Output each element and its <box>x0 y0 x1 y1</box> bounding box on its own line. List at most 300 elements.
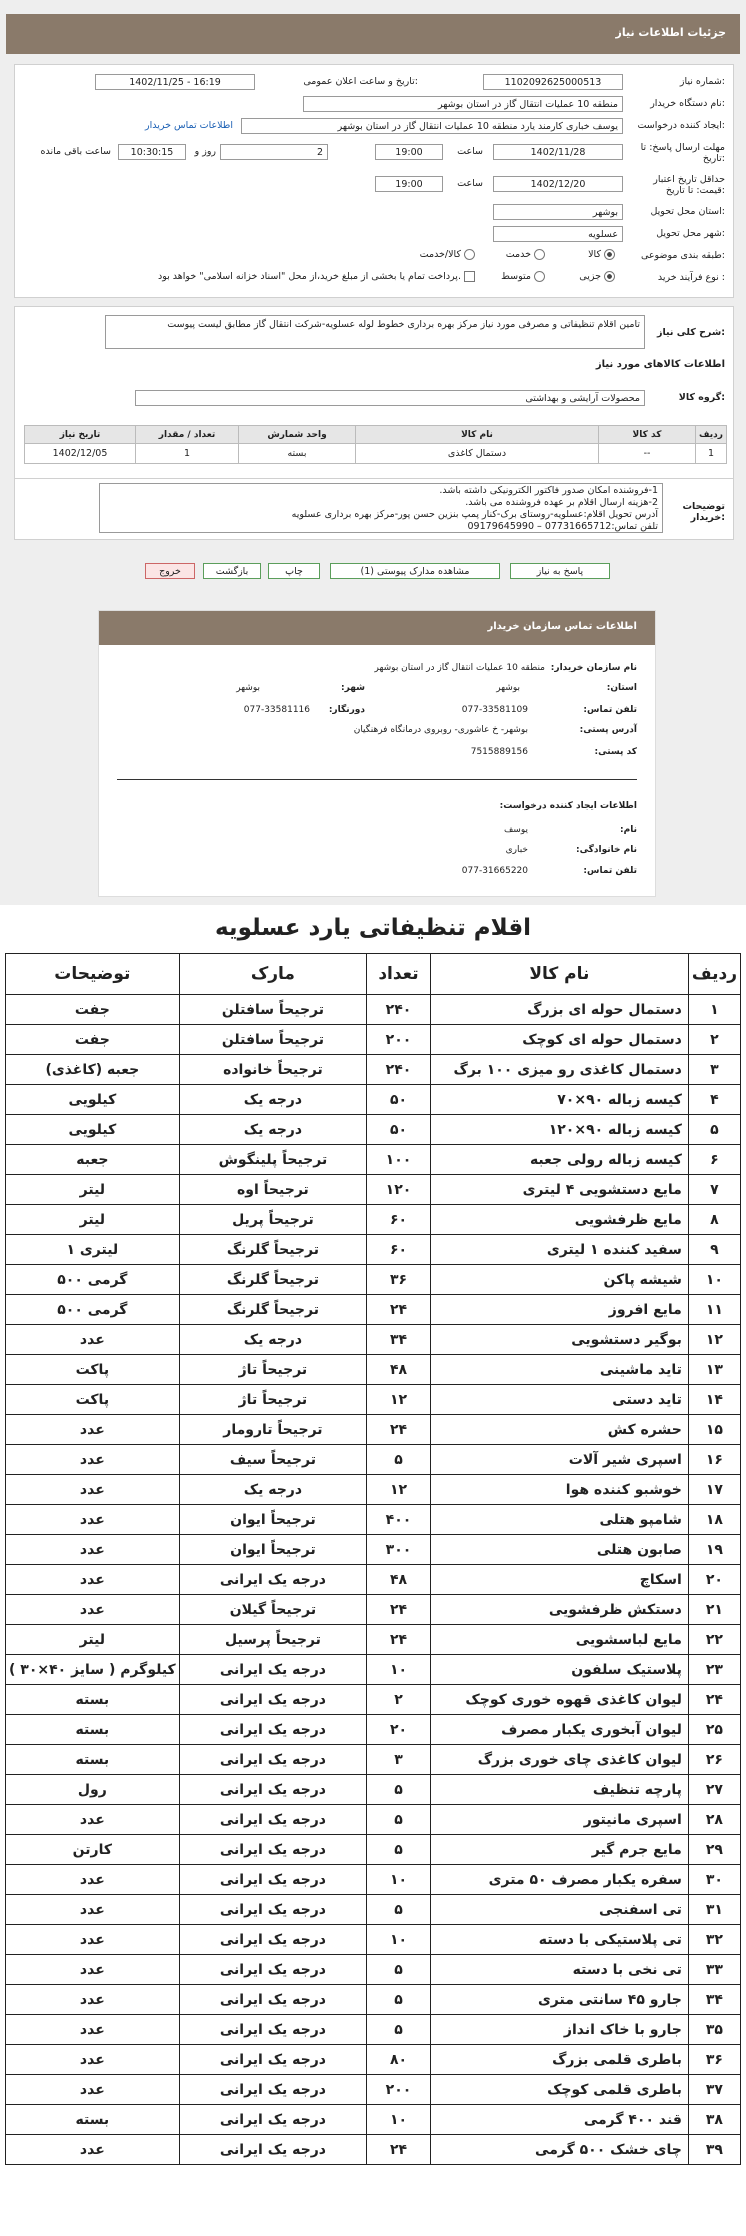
table-row <box>6 1805 741 1835</box>
notes-section <box>14 478 734 540</box>
sheet-cell-notes: کیلویی <box>6 1085 180 1115</box>
sheet-cell-qty: ۵۰ <box>367 1115 431 1145</box>
sheet-cell-row: ۲۴ <box>688 1685 740 1715</box>
table-row <box>6 1775 741 1805</box>
sheet-cell-row: ۷ <box>688 1175 740 1205</box>
sheet-cell-name: لیوان آبخوری یکبار مصرف <box>430 1715 688 1745</box>
sheet-cell-notes: لیتر <box>6 1205 180 1235</box>
sheet-cell-name: قند ۴۰۰ گرمی <box>430 2105 688 2135</box>
sheet-cell-notes: عدد <box>6 1865 180 1895</box>
sheet-cell-qty: ۲۴ <box>367 2135 431 2165</box>
table-row <box>6 1565 741 1595</box>
table-row <box>6 995 741 1025</box>
sheet-cell-notes: کیلویی <box>6 1115 180 1145</box>
process-type-label: نوع فرآیند خرید : <box>657 272 725 283</box>
sheet-cell-qty: ۵ <box>367 1985 431 2015</box>
sheet-cell-notes: عدد <box>6 2075 180 2105</box>
sheet-cell-qty: ۵ <box>367 1805 431 1835</box>
city-label: شهر محل تحویل: <box>656 228 725 239</box>
sheet-cell-brand: درجه یک ایرانی <box>179 1685 366 1715</box>
sheet-cell-row: ۳۳ <box>688 1955 740 1985</box>
postal-value: 7515889156 <box>470 747 528 757</box>
sheet-cell-notes: بسته <box>6 1745 180 1775</box>
sheet-cell-qty: ۱۰۰ <box>367 1145 431 1175</box>
sheet-col-row: ردیف <box>688 954 740 995</box>
address-label: آدرس پستی: <box>579 725 637 735</box>
items-table <box>24 425 727 464</box>
sheet-cell-name: بوگیر دستشویی <box>430 1325 688 1355</box>
price-date-field: 1402/12/20 <box>493 176 623 192</box>
sheet-cell-notes: پاکت <box>6 1385 180 1415</box>
sheet-cell-brand: درجه یک ایرانی <box>179 1745 366 1775</box>
sheet-cell-notes: عدد <box>6 1475 180 1505</box>
table-row <box>6 2015 741 2045</box>
sheet-cell-row: ۳۲ <box>688 1925 740 1955</box>
sheet-cell-notes: عدد <box>6 1985 180 2015</box>
sheet-cell-row: ۱۰ <box>688 1265 740 1295</box>
sheet-cell-row: ۱ <box>688 995 740 1025</box>
sheet-cell-name: جارو با خاک انداز <box>430 2015 688 2045</box>
sheet-cell-qty: ۶۰ <box>367 1235 431 1265</box>
process-option-minor[interactable]: جزیی <box>579 271 615 282</box>
creator-phone-value: 077-31665220 <box>461 866 528 876</box>
creator-phone-label: تلفن تماس: <box>583 866 637 876</box>
sheet-cell-name: تی نخی با دسته <box>430 1955 688 1985</box>
process-option-medium[interactable]: متوسط <box>501 271 545 282</box>
sheet-cell-name: لیوان کاغذی قهوه خوری کوچک <box>430 1685 688 1715</box>
sheet-cell-notes: عدد <box>6 1325 180 1355</box>
sheet-cell-qty: ۳۰۰ <box>367 1535 431 1565</box>
sheet-cell-row: ۱۱ <box>688 1295 740 1325</box>
sheet-cell-row: ۲۲ <box>688 1625 740 1655</box>
table-row <box>6 1115 741 1145</box>
sheet-cell-row: ۸ <box>688 1205 740 1235</box>
sheet-cell-notes: عدد <box>6 1535 180 1565</box>
table-row <box>6 2045 741 2075</box>
sheet-cell-name: اسپری شیر آلات <box>430 1445 688 1475</box>
sheet-cell-name: کیسه زباله ۹۰×۱۲۰ <box>430 1115 688 1145</box>
sheet-cell-qty: ۱۰ <box>367 2105 431 2135</box>
sheet-cell-notes: عدد <box>6 1505 180 1535</box>
goods-info-title: اطلاعات کالاهای مورد نیاز <box>595 359 725 370</box>
table-row <box>6 1325 741 1355</box>
cell-code: -- <box>599 444 696 464</box>
sheet-cell-name: پلاستیک سلفون <box>430 1655 688 1685</box>
cell-name: دستمال کاغذی <box>356 444 599 464</box>
sheet-cell-notes: جفت <box>6 1025 180 1055</box>
sheet-cell-brand: درجه یک ایرانی <box>179 1955 366 1985</box>
sheet-cell-name: باطری قلمی کوچک <box>430 2075 688 2105</box>
province-value: بوشهر <box>496 683 520 693</box>
sheet-cell-row: ۳۰ <box>688 1865 740 1895</box>
sheet-cell-row: ۳۸ <box>688 2105 740 2135</box>
sheet-cell-name: پارچه تنظیف <box>430 1775 688 1805</box>
radio-icon <box>534 249 545 260</box>
reply-date-field: 1402/11/28 <box>493 144 623 160</box>
radio-selected-icon <box>604 271 615 282</box>
sheet-cell-qty: ۱۰ <box>367 1655 431 1685</box>
price-validity-label: حداقل تاریخ اعتبار قیمت: تا تاریخ: <box>653 174 725 196</box>
address-value: بوشهر- خ عاشوری- روبروی درمانگاه فرهنگیان <box>353 725 528 735</box>
sheet-cell-notes: عدد <box>6 1415 180 1445</box>
sheet-cell-brand: ترجیحاً اوه <box>179 1175 366 1205</box>
sheet-cell-brand: ترجیحاً گلرنگ <box>179 1265 366 1295</box>
radio-selected-icon <box>604 249 615 260</box>
province-label: استان: <box>606 683 637 693</box>
sheet-cell-brand: درجه یک <box>179 1325 366 1355</box>
cell-qty: 1 <box>136 444 239 464</box>
phone-value: 077-33581109 <box>461 705 528 715</box>
back-button[interactable]: بازگشت <box>203 563 261 579</box>
province-field: بوشهر <box>493 204 623 220</box>
notes-line: تلفن تماس:07731665712 – 09179645990 <box>467 521 658 532</box>
table-row <box>6 1625 741 1655</box>
sheet-cell-row: ۲۷ <box>688 1775 740 1805</box>
sheet-cell-row: ۱۶ <box>688 1445 740 1475</box>
sheet-cell-name: شیشه پاکن <box>430 1265 688 1295</box>
sheet-cell-row: ۱۴ <box>688 1385 740 1415</box>
sheet-cell-brand: درجه یک ایرانی <box>179 1925 366 1955</box>
table-row <box>6 1925 741 1955</box>
buyer-contact-card <box>98 610 656 897</box>
table-row <box>6 1745 741 1775</box>
table-row <box>6 1145 741 1175</box>
sheet-cell-brand: درجه یک ایرانی <box>179 1835 366 1865</box>
table-row <box>6 1085 741 1115</box>
items-header-row <box>25 426 727 444</box>
fax-value: 077-33581116 <box>243 705 310 715</box>
sheet-cell-qty: ۲۴ <box>367 1595 431 1625</box>
sheet-cell-notes: کارتن <box>6 1835 180 1865</box>
category-option-service[interactable]: خدمت <box>506 249 545 260</box>
need-number-field: 1102092625000513 <box>483 74 623 90</box>
sheet-cell-qty: ۴۸ <box>367 1355 431 1385</box>
sheet-cell-row: ۶ <box>688 1145 740 1175</box>
reply-time-label: ساعت <box>457 146 483 157</box>
sheet-cell-brand: ترجیحاً گیلان <box>179 1595 366 1625</box>
notes-line: آدرس تحویل اقلام:عسلویه-روستای برک-کنار پمپ بنزین حسن پور-مرکز بهره برداری عسلویه <box>291 509 658 520</box>
postal-label: کد پستی: <box>594 747 637 757</box>
price-time-field: 19:00 <box>375 176 443 192</box>
sheet-col-brand: مارک <box>179 954 366 995</box>
table-row <box>6 2135 741 2165</box>
sheet-header-row <box>6 954 741 995</box>
city-field: عسلویه <box>493 226 623 242</box>
sheet-cell-qty: ۲۴ <box>367 1295 431 1325</box>
sheet-cell-row: ۲۵ <box>688 1715 740 1745</box>
sheet-cell-qty: ۴۸ <box>367 1565 431 1595</box>
table-row <box>6 1865 741 1895</box>
sheet-cell-name: دستمال حوله ای بزرگ <box>430 995 688 1025</box>
sheet-cell-notes: عدد <box>6 1805 180 1835</box>
sheet-cell-brand: درجه یک <box>179 1115 366 1145</box>
form-section <box>14 64 734 298</box>
sheet-cell-qty: ۲۴ <box>367 1415 431 1445</box>
sheet-cell-brand: ترجیحاً سافتلن <box>179 995 366 1025</box>
sheet-cell-notes: جفت <box>6 995 180 1025</box>
creator-title: اطلاعات ایجاد کننده درخواست: <box>499 801 637 811</box>
radio-icon <box>534 271 545 282</box>
sheet-cell-name: اسپری مانیتور <box>430 1805 688 1835</box>
sheet-cell-row: ۳۶ <box>688 2045 740 2075</box>
sheet-cell-row: ۱۵ <box>688 1415 740 1445</box>
sheet-cell-brand: درجه یک ایرانی <box>179 1775 366 1805</box>
province-label: استان محل تحویل: <box>650 206 725 217</box>
sheet-cell-qty: ۵ <box>367 1835 431 1865</box>
sheet-cell-notes: بسته <box>6 1685 180 1715</box>
sheet-cell-row: ۲ <box>688 1025 740 1055</box>
table-row <box>6 1235 741 1265</box>
fax-label: دورنگار: <box>328 705 365 715</box>
sheet-cell-name: مایع ظرفشویی <box>430 1205 688 1235</box>
sheet-cell-brand: درجه یک ایرانی <box>179 1655 366 1685</box>
table-row <box>6 1415 741 1445</box>
sheet-cell-row: ۲۱ <box>688 1595 740 1625</box>
table-row <box>6 1595 741 1625</box>
sheet-cell-row: ۲۶ <box>688 1745 740 1775</box>
sheet-cell-row: ۵ <box>688 1115 740 1145</box>
table-row <box>6 1385 741 1415</box>
sheet-cell-brand: درجه یک ایرانی <box>179 2105 366 2135</box>
sheet-cell-brand: ترجیحاً خانواده <box>179 1055 366 1085</box>
table-row <box>6 1055 741 1085</box>
reply-button[interactable]: پاسخ به نیاز <box>510 563 610 579</box>
sheet-cell-brand: ترجیحاً ایوان <box>179 1505 366 1535</box>
sheet-cell-name: کیسه زباله ۹۰×۷۰ <box>430 1085 688 1115</box>
sheet-cell-name: تی اسفنجی <box>430 1895 688 1925</box>
days-left-field: 2 <box>220 144 328 160</box>
sheet-cell-name: صابون هتلی <box>430 1535 688 1565</box>
notes-line: 2-هزینه ارسال اقلام بر عهده فروشنده می باشد. <box>465 497 658 508</box>
panel-header <box>6 14 740 54</box>
sheet-col-qty: تعداد <box>367 954 431 995</box>
sheet-cell-notes: عدد <box>6 1595 180 1625</box>
sheet-cell-row: ۱۹ <box>688 1535 740 1565</box>
cell-unit: بسته <box>239 444 356 464</box>
contact-card-header <box>99 611 655 645</box>
sheet-cell-qty: ۵ <box>367 1955 431 1985</box>
table-row <box>6 1505 741 1535</box>
col-name: نام کالا <box>356 426 599 444</box>
last-name-label: نام خانوادگی: <box>575 845 637 855</box>
sheet-cell-notes: عدد <box>6 2045 180 2075</box>
table-row <box>25 444 727 464</box>
sheet-cell-brand: ترجیحاً تارومار <box>179 1415 366 1445</box>
sheet-cell-brand: درجه یک <box>179 1085 366 1115</box>
time-left-field: 10:30:15 <box>118 144 186 160</box>
sheet-cell-brand: درجه یک ایرانی <box>179 1895 366 1925</box>
sheet-cell-brand: درجه یک ایرانی <box>179 2015 366 2045</box>
sheet-cell-qty: ۲۰ <box>367 1715 431 1745</box>
sheet-cell-brand: ترجیحاً تاژ <box>179 1355 366 1385</box>
sheet-cell-row: ۱۸ <box>688 1505 740 1535</box>
sheet-cell-row: ۲۹ <box>688 1835 740 1865</box>
payment-checkbox[interactable]: پرداخت تمام یا بخشی از مبلغ خرید،از محل "اسناد خزانه اسلامی" خواهد بود. <box>158 271 475 282</box>
table-row <box>6 1445 741 1475</box>
sheet-cell-qty: ۴۰۰ <box>367 1505 431 1535</box>
buyer-contact-link[interactable]: اطلاعات تماس خریدار <box>144 120 233 131</box>
sheet-cell-qty: ۲۴۰ <box>367 1055 431 1085</box>
sheet-cell-name: حشره کش <box>430 1415 688 1445</box>
col-qty: تعداد / مقدار <box>136 426 239 444</box>
sheet-cell-qty: ۲۰۰ <box>367 2075 431 2105</box>
sheet-cell-name: مایع دستشویی ۴ لیتری <box>430 1175 688 1205</box>
sheet-cell-row: ۲۳ <box>688 1655 740 1685</box>
sheet-cell-qty: ۵ <box>367 1775 431 1805</box>
sheet-col-name: نام کالا <box>430 954 688 995</box>
sheet-cell-name: تی پلاستیکی با دسته <box>430 1925 688 1955</box>
table-row <box>6 1715 741 1745</box>
panel-title: جزئیات اطلاعات نیاز <box>615 26 726 39</box>
table-row <box>6 1265 741 1295</box>
summary-label: شرح کلی نیاز: <box>656 327 725 338</box>
sheet-cell-name: لیوان کاغذی چای خوری بزرگ <box>430 1745 688 1775</box>
day-and-label: روز و <box>194 146 216 157</box>
reply-time-field: 19:00 <box>375 144 443 160</box>
goods-group-field: محصولات آرایشی و بهداشتی <box>135 390 645 406</box>
sheet-cell-qty: ۱۰ <box>367 1925 431 1955</box>
sheet-cell-name: تاید ماشینی <box>430 1355 688 1385</box>
sheet-cell-name: باطری قلمی بزرگ <box>430 2045 688 2075</box>
sheet-cell-row: ۲۰ <box>688 1565 740 1595</box>
sheet-cell-name: سفره یکبار مصرف ۵۰ متری <box>430 1865 688 1895</box>
table-row <box>6 2105 741 2135</box>
first-name-value: یوسف <box>503 825 528 835</box>
sheet-cell-brand: ترجیحاً پرسیل <box>179 1625 366 1655</box>
sheet-title: اقلام تنظیفاتی یارد عسلویه <box>214 915 532 941</box>
col-code: کد کالا <box>599 426 696 444</box>
print-button[interactable]: چاپ <box>268 563 320 579</box>
sheet-cell-name: کیسه زباله رولی جعبه <box>430 1145 688 1175</box>
sheet-cell-brand: ترجیحاً پریل <box>179 1205 366 1235</box>
table-row <box>6 2075 741 2105</box>
buyer-name-field: منطقه 10 عملیات انتقال گاز در استان بوشهر <box>303 96 623 112</box>
cell-row: 1 <box>696 444 727 464</box>
col-date: تاریخ نیاز <box>25 426 136 444</box>
col-row: ردیف <box>696 426 727 444</box>
category-label: طبقه بندی موضوعی: <box>640 250 725 261</box>
sheet-cell-qty: ۲۰۰ <box>367 1025 431 1055</box>
need-number-label: شماره نیاز: <box>679 76 725 87</box>
sheet-cell-notes: جعبه <box>6 1145 180 1175</box>
announce-datetime-field: 1402/11/25 - 16:19 <box>95 74 255 90</box>
table-row <box>6 1835 741 1865</box>
sheet-cell-row: ۹ <box>688 1235 740 1265</box>
sheet-cell-qty: ۱۲۰ <box>367 1175 431 1205</box>
sheet-cell-row: ۱۲ <box>688 1325 740 1355</box>
sheet-cell-qty: ۲۴۰ <box>367 995 431 1025</box>
sheet-cell-notes: عدد <box>6 1445 180 1475</box>
sheet-cell-qty: ۱۲ <box>367 1475 431 1505</box>
sheet-cell-qty: ۳ <box>367 1745 431 1775</box>
attachments-button[interactable]: مشاهده مدارک پیوستی (1) <box>330 563 500 579</box>
table-row <box>6 1025 741 1055</box>
category-option-both[interactable]: کالا/خدمت <box>420 249 475 260</box>
sheet-cell-brand: ترجیحاً تاژ <box>179 1385 366 1415</box>
sheet-cell-qty: ۲۴ <box>367 1625 431 1655</box>
sheet-cell-brand: درجه یک ایرانی <box>179 1805 366 1835</box>
sheet-cell-brand: درجه یک ایرانی <box>179 1985 366 2015</box>
sheet-cell-row: ۳ <box>688 1055 740 1085</box>
sheet-cell-name: شامپو هتلی <box>430 1505 688 1535</box>
sheet-cell-notes: عدد <box>6 2135 180 2165</box>
sheet-cell-notes: جعبه (کاغذی) <box>6 1055 180 1085</box>
sheet-cell-row: ۳۴ <box>688 1985 740 2015</box>
sheet-cell-notes: بسته <box>6 2105 180 2135</box>
sheet-cell-brand: درجه یک ایرانی <box>179 2135 366 2165</box>
table-row <box>6 1175 741 1205</box>
sheet-cell-name: مایع جرم گیر <box>430 1835 688 1865</box>
table-row <box>6 1685 741 1715</box>
sheet-cell-qty: ۱۰ <box>367 1865 431 1895</box>
sheet-cell-row: ۳۷ <box>688 2075 740 2105</box>
sheet-cell-notes: کیلوگرم ( سایز ۴۰×۳۰ ) <box>6 1655 180 1685</box>
sheet-cell-qty: ۵ <box>367 2015 431 2045</box>
sheet-cell-row: ۱۳ <box>688 1355 740 1385</box>
sheet-cell-brand: ترجیحاً پلینگوش <box>179 1145 366 1175</box>
requester-label: ایجاد کننده درخواست: <box>637 120 725 131</box>
table-row <box>6 1535 741 1565</box>
sheet-cell-qty: ۵۰ <box>367 1085 431 1115</box>
category-option-goods[interactable]: کالا <box>588 249 615 260</box>
sheet-cell-notes: گرمی ۵۰۰ <box>6 1265 180 1295</box>
sheet-cell-qty: ۶۰ <box>367 1205 431 1235</box>
sheet-cell-notes: بسته <box>6 1715 180 1745</box>
table-row <box>6 1655 741 1685</box>
sheet-cell-brand: درجه یک <box>179 1475 366 1505</box>
sheet-cell-brand: ترجیحاً سافتلن <box>179 1025 366 1055</box>
sheet-col-notes: توضیحات <box>6 954 180 995</box>
radio-icon <box>464 249 475 260</box>
sheet-cell-qty: ۵ <box>367 1895 431 1925</box>
exit-button[interactable]: خروج <box>145 563 195 579</box>
sheet-cell-notes: عدد <box>6 1925 180 1955</box>
announce-datetime-label: تاریخ و ساعت اعلان عمومی: <box>303 76 418 87</box>
sheet-cell-brand: درجه یک ایرانی <box>179 2075 366 2105</box>
table-row <box>6 1955 741 1985</box>
divider <box>117 779 637 780</box>
table-row <box>6 1295 741 1325</box>
sheet-cell-name: تاید دستی <box>430 1385 688 1415</box>
sheet-cell-notes: رول <box>6 1775 180 1805</box>
sheet-cell-row: ۳۱ <box>688 1895 740 1925</box>
sheet-cell-name: دستکش ظرفشویی <box>430 1595 688 1625</box>
checkbox-icon <box>464 271 475 282</box>
summary-field: تامین اقلام تنظیفاتی و مصرفی مورد نیاز مرکز بهره برداری خطوط لوله عسلویه-شرکت انتقال گاز مطابق لیست پیوست <box>105 315 645 349</box>
table-row <box>6 1985 741 2015</box>
sheet-cell-notes: عدد <box>6 1895 180 1925</box>
sheet-cell-name: خوشبو کننده هوا <box>430 1475 688 1505</box>
summary-section <box>14 306 734 480</box>
sheet-cell-row: ۴ <box>688 1085 740 1115</box>
sheet-cell-notes: عدد <box>6 1565 180 1595</box>
table-row <box>6 1475 741 1505</box>
sheet-cell-notes: عدد <box>6 2015 180 2045</box>
sheet-cell-row: ۳۹ <box>688 2135 740 2165</box>
sheet-cell-qty: ۳۴ <box>367 1325 431 1355</box>
col-unit: واحد شمارش <box>239 426 356 444</box>
sheet-cell-name: چای خشک ۵۰۰ گرمی <box>430 2135 688 2165</box>
sheet-cell-row: ۳۵ <box>688 2015 740 2045</box>
sheet-cell-brand: درجه یک ایرانی <box>179 1715 366 1745</box>
sheet-cell-brand: درجه یک ایرانی <box>179 2045 366 2075</box>
sheet-cell-name: اسکاچ <box>430 1565 688 1595</box>
price-time-label: ساعت <box>457 178 483 189</box>
notes-line: 1-فروشنده امکان صدور فاکتور الکترونیکی داشته باشد. <box>439 485 658 496</box>
notes-field <box>99 483 663 533</box>
table-row <box>6 1895 741 1925</box>
sheet-cell-notes: لیتر <box>6 1175 180 1205</box>
